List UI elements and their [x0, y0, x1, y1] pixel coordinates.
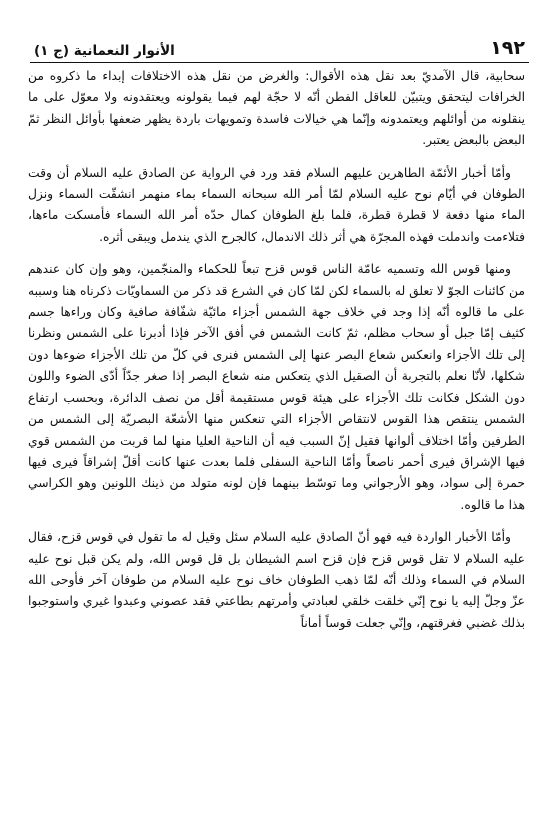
paragraph-milky-way-narration: وأمّا أخبار الأئمّة الطاهرين عليهم السلام فقد ورد في الرواية عن الصادق عليه السلام أن وقت الطوفان في أيّام نوح عليه السلام لمّا أمر الله سبحانه السماء بماء منهمر انشقّت السماء ونزل الماء منها دفعة لا قطرة قطرة، فلما بلغ الطوفان كمال حدّه أمر الله السماء فأمسكت ماءها، فتلاءمت واندملت فهذه المجرّة هي أثر ذلك الاندمال، كالجرح الذي يندمل ويبقى أثره.: [28, 165, 525, 244]
paragraph-rainbow-explanation: ومنها قوس الله وتسميه عامّة الناس قوس قزح تبعاً للحكماء والمنجّمين، وهو وإن كان عندهم من كائنات الجوّ لا تعلق له بالسماء لكن لمّا كان في الشرع قد ذكر من السماويّات ذكرناه هنا وسببه على ما قالوه أنّه إذا وجد في خلاف جهة الشمس أجزاء مائيّة شفّافة صافية وكان وراءها جسم كثيف إمّا جبل أو سحاب مظلم، ثمّ كانت الشمس في أفق الآخر فإذا أدبرنا على الشمس ونظرنا إلى تلك الأجزاء وانعكس شعاع البصر عنها إلى الشمس فنرى في كلّ من تلك الأجزاء ضوءها دون شكلها، لأنّا نعلم بالتجربة أن الصقيل الذي يتعكس منه شعاع البصر إذا صغر جدّاً أدّى الضوء واللون دون الشكل فكانت تلك الأجزاء على هيئة قوس مستقيمة أقل من نصف الدائرة، وبحسب ارتفاع الشمس ينتقص هذا القوس لانتقاص الأجزاء التي تنعكس منها الأشعّة البصريّة إلى الشمس من الطرفين وأمّا اختلاف ألوانها فقيل إنّ السبب فيه أن الناحية العليا منها لما قربت من الشمس قوي فيها الإشراق فيرى أحمر ناصعاً وأمّا الناحية السفلى فلما بعدت عنها كانت أقلّ إشراقاً فيرى فيها حمرة إلى سواد، وهو الأرجواني وما توسّط بينهما فإن لونه متولد من ذينك اللونين وهو الكراسي هذا ما قالوه.: [28, 262, 525, 512]
page-header: [34, 28, 525, 58]
paragraph-amidi-conclusion: سحابية، قال الآمديّ بعد نقل هذه الأقوال: والغرض من نقل هذه الاختلافات إبداء ما ذكروه من الخرافات ليتحقق ويتبيّن للعاقل الفطن أنّه لا حجّة لهم فيما يقولونه ويعتقدونه ولا معوّل على ما ينقلونه من أوائلهم ويعتمدونه وإنّما هي خيالات فاسدة وتمويهات باردة يظهر ضعفها بأوائل النظر ثمّ البعض بالبعض يعتبر.: [28, 69, 525, 148]
header-divider: [30, 62, 529, 63]
running-title: الأنوار النعمانية (ج ١): [34, 42, 175, 59]
page-number: ١٩٢: [490, 37, 525, 59]
page-body: [28, 66, 525, 819]
paragraph-rainbow-narrations: وأمّا الأخبار الواردة فيه فهو أنّ الصادق عليه السلام سئل وقيل له ما تقول في قوس قزح، فقال عليه السلام لا تقل قوس قزح فإن قزح اسم الشيطان بل قل قوس الله، ولم يكن قبل نوح عليه السلام في السماء وذلك أنّه لمّا ذهب الطوفان خاف نوح عليه السلام من طوفان آخر فأوحى الله عزّ وجلّ إليه يا نوح إنّي خلقت خلقي لعبادتي وأمرتهم بطاعتي فقد عصوني وعبدوا غيري واستوجبوا بذلك غضبي فغرقتهم، وإنّي جعلت قوساً أماناً: [28, 530, 525, 630]
